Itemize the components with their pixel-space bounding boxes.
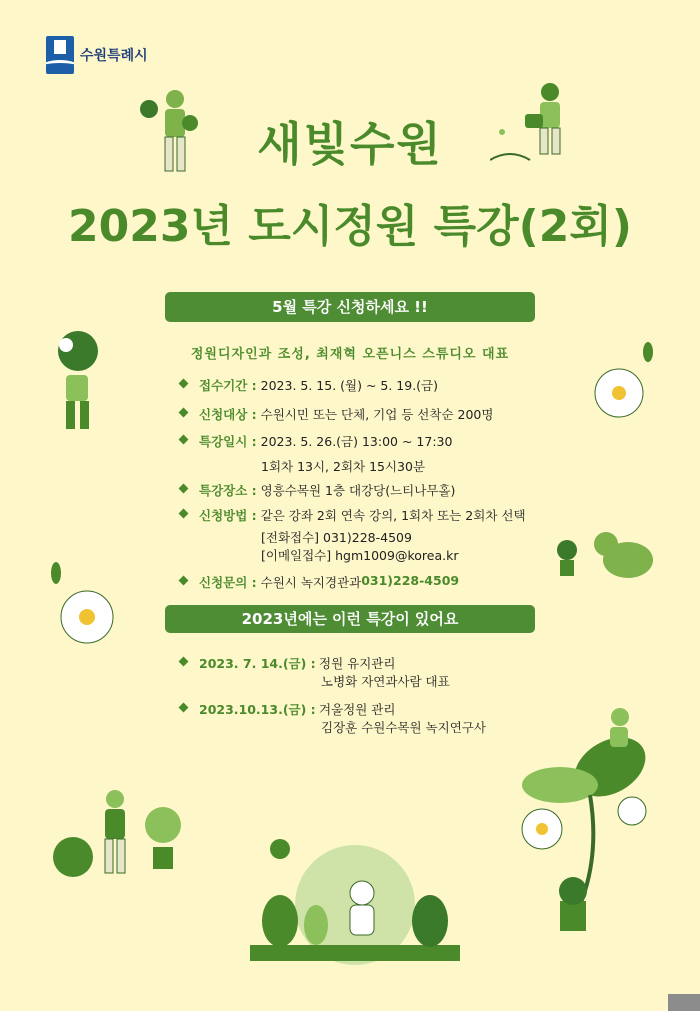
leaf-icon (48, 560, 64, 586)
child-on-plant-illustration (520, 705, 665, 940)
upcoming-item: 2023. 7. 14.(금) : 정원 유지관리 (178, 654, 395, 672)
bullet-icon (179, 435, 189, 445)
upcoming-speaker: 김장훈 수원수목원 녹지연구사 (321, 720, 486, 735)
detail-method-phone: [전화접수] 031)228-4509 (261, 530, 412, 545)
logo-text: 수원특례시 (80, 48, 148, 64)
bullet-icon (179, 657, 189, 667)
person-with-bouquet-illustration (40, 325, 115, 435)
upcoming-item: 2023.10.13.(금) : 겨울정원 관리 (178, 700, 395, 718)
gardener-pruning-illustration (45, 785, 185, 885)
city-emblem-icon (46, 36, 74, 74)
bullet-icon (179, 509, 189, 519)
gardener-holding-plant-illustration (135, 85, 210, 185)
bullet-icon (179, 576, 189, 586)
detail-reception: 접수기간 : 2023. 5. 15. (월) ~ 5. 19.(금) (178, 376, 438, 394)
detail-method: 신청방법 : 같은 강좌 2회 연속 강의, 1회차 또는 2회차 선택 (178, 506, 526, 524)
banner-upcoming-lectures: 2023년에는 이런 특강이 있어요 (165, 605, 535, 633)
cat-with-plant-illustration (548, 522, 663, 582)
bullet-icon (179, 408, 189, 418)
daisy-flower-illustration (58, 588, 116, 646)
detail-datetime: 특강일시 : 2023. 5. 26.(금) 13:00 ~ 17:30 (178, 432, 452, 450)
gardener-watering-illustration (490, 78, 580, 178)
bullet-icon (179, 484, 189, 494)
banner-may-lecture: 5월 특강 신청하세요 !! (165, 292, 535, 322)
leaf-icon (640, 340, 656, 364)
detail-venue: 특강장소 : 영흥수목원 1층 대강당(느티나무홀) (178, 481, 455, 499)
corner-mark (668, 994, 700, 1011)
bullet-icon (179, 379, 189, 389)
detail-datetime-sessions: 1회차 13시, 2회차 15시30분 (261, 459, 426, 474)
child-in-garden-illustration (250, 835, 460, 965)
title-line1: 새빛수원 (257, 117, 443, 171)
lecture-subtitle: 정원디자인과 조성, 최재혁 오픈니스 스튜디오 대표 (190, 347, 510, 362)
daisy-flower-illustration (592, 366, 646, 420)
detail-target: 신청대상 : 수원시민 또는 단체, 기업 등 선착순 200명 (178, 405, 493, 423)
bullet-icon (179, 703, 189, 713)
upcoming-speaker: 노병화 자연과사람 대표 (321, 674, 450, 689)
detail-inquiry: 신청문의 : 수원시 녹지경관과 031)228-4509 (178, 573, 459, 591)
logo (46, 36, 148, 74)
detail-method-email: [이메일접수] hgm1009@korea.kr (261, 548, 459, 563)
title-line2: 2023년 도시정원 특강(2회) (68, 201, 632, 252)
